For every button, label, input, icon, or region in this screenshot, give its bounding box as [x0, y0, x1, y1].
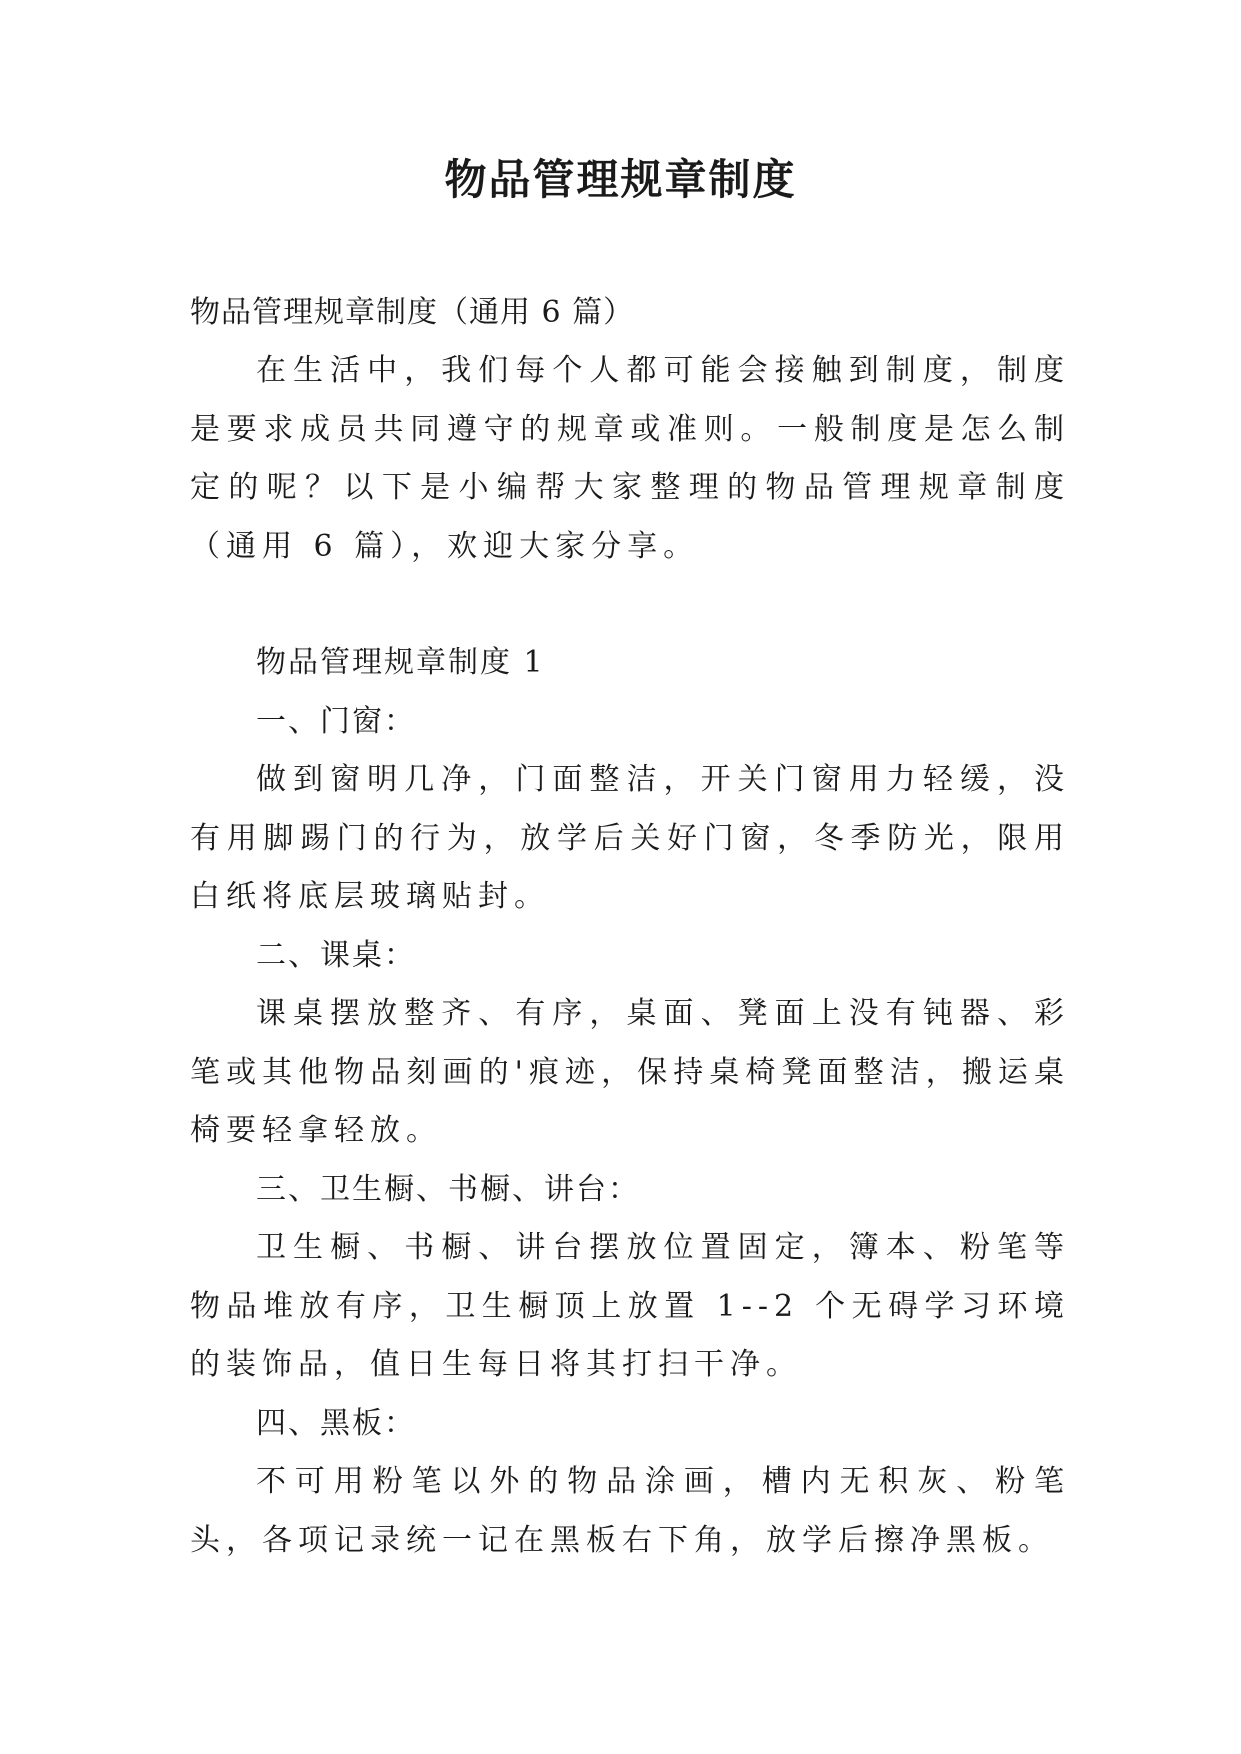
item-text-doors-windows: 做到窗明几净，门面整洁，开关门窗用力轻缓，没有用脚踢门的行为，放学后关好门窗，冬季防光，限用白纸将底层玻璃贴封。 — [190, 762, 1070, 914]
intro-paragraph: 在生活中，我们每个人都可能会接触到制度，制度是要求成员共同遵守的规章或准则。一般制度是怎么制定的呢？以下是小编帮大家整理的物品管理规章制度（通用 6 篇），欢迎大家分享。 — [190, 353, 1070, 564]
document-title: 物品管理规章制度 — [444, 155, 797, 204]
item-heading-blackboard: 四、黑板： — [256, 1405, 416, 1441]
item-heading-desks: 二、课桌： — [256, 937, 416, 973]
item-heading-doors-windows: 一、门窗： — [256, 703, 416, 739]
item-text-cabinets: 卫生橱、书橱、讲台摆放位置固定，簿本、粉笔等物品堆放有序，卫生橱顶上放置 1--2 个无碍学习环境的装饰品，值日生每日将其打扫干净。 — [190, 1230, 1070, 1382]
document-body — [190, 284, 1070, 1570]
item-text-blackboard: 不可用粉笔以外的物品涂画，槽内无积灰、粉笔头，各项记录统一记在黑板右下角，放学后擦净黑板。 — [190, 1464, 1070, 1558]
item-text-desks: 课桌摆放整齐、有序，桌面、凳面上没有钝器、彩笔或其他物品刻画的'痕迹，保持桌椅凳面整洁，搬运桌椅要轻拿轻放。 — [190, 996, 1070, 1148]
document-subtitle: 物品管理规章制度（通用 6 篇） — [190, 295, 635, 330]
paragraph-gap — [190, 576, 1070, 634]
section-heading: 物品管理规章制度 1 — [256, 645, 545, 680]
item-heading-cabinets: 三、卫生橱、书橱、讲台： — [256, 1171, 640, 1207]
